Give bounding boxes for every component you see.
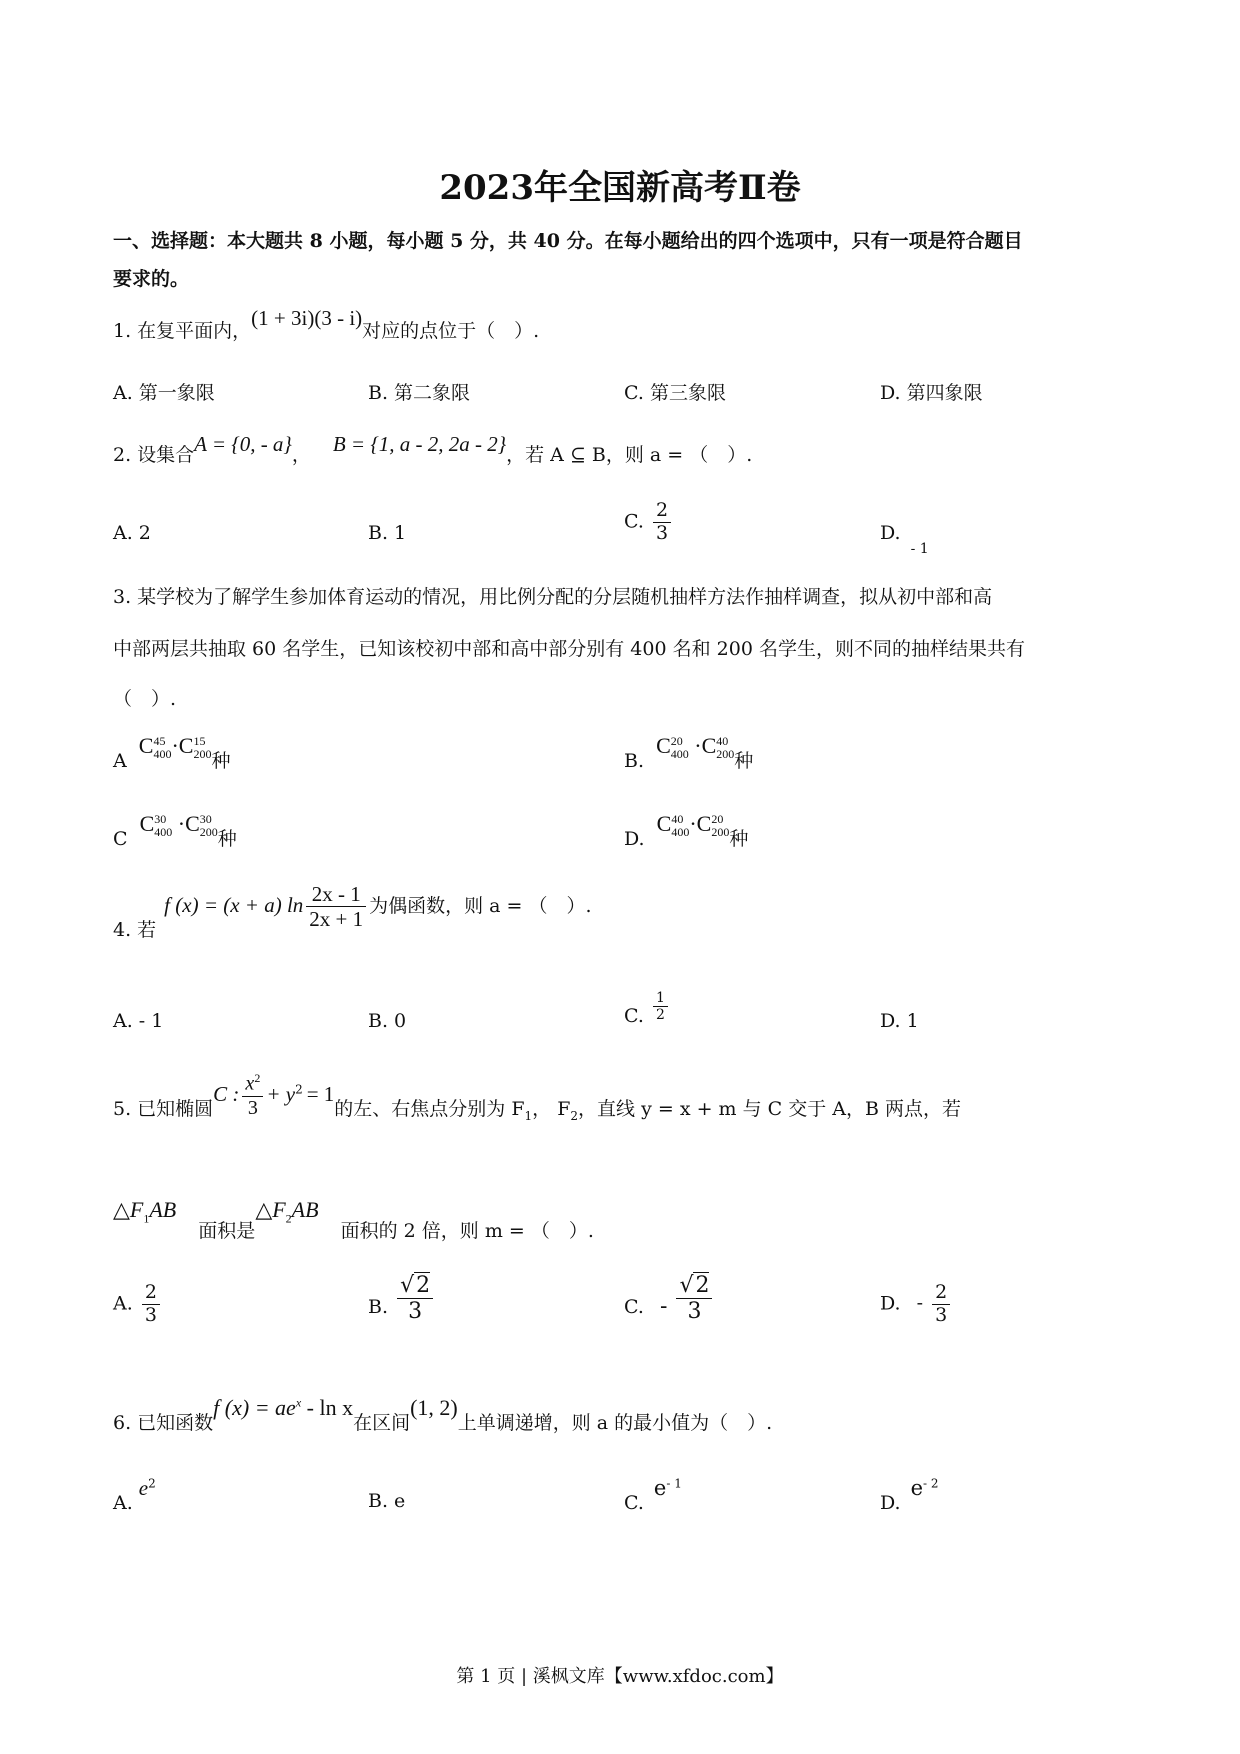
q1-option-d: D. 第四象限 [880,382,983,404]
question-3-line2: 中部两层共抽取 60 名学生，已知该校初中部和高中部分别有 400 名和 200 名学生，则不同的抽样结果共有 [113,638,1025,660]
q6-expression: f $(x) = ae^x - \ln x$ [213,1395,354,1420]
question-5: 5. 已知椭圆C : $\frac{x^2}{3}$ + $y^2 = 1$的左、右焦点分别为 $F_1$， $F_2$，直线 y = x + m 与 C 交于 A，B 两点，若 [113,1071,961,1123]
question-3-line3: （ ）. [113,688,177,710]
fraction: $\frac{2x - 1}{2x + 1}$ [306,882,366,931]
fraction: $\frac{√2}{3}$ [397,1272,433,1325]
q2-prefix: 2. 设集合 [113,444,195,466]
page-footer: 第 1 页 | 溪枫文库【www.xfdoc.com】 [456,1666,784,1687]
q3-option-a: A C 45 400 ·C 15 200 种 [113,733,231,772]
q3-option-b: B. C 20 400 ·C 40 200 种 [624,733,754,772]
section-heading-line2: 要求的。 [113,268,190,290]
q3-option-c: C C 30 400 ·C 30 200 种 [113,811,237,850]
q2-option-a: A. 2 [113,522,151,544]
fraction: $\frac{2}{3}$ [932,1282,950,1327]
q4-option-c: C. $\frac{1}{2}$ [624,990,671,1023]
q4-lhs: f (x) = (x + a) ln [164,892,304,917]
q2-option-c: C. $\frac{2}{3}$ [624,500,674,545]
q2-option-b: B. 1 [368,522,407,544]
q6-option-c: $C.e^{- 1}$ [624,1476,682,1514]
section-heading-line1: 一、选择题：本大题共 8 小题，每小题 5 分，共 40 分。在每小题给出的四个选项中，只有一项是符合题目 [113,230,1023,252]
q2-set-a: A = {0, - a} [194,432,292,456]
q3-option-d: D. C 40 400 ·C 20 200 种 [624,811,749,850]
question-6: 6. 已知函数f $(x) = ae^x - \ln x$在区间(1, 2)上单调递增，则 a 的最小值为（ ）. [113,1395,773,1434]
fraction: $\frac{1}{2}$ [653,990,668,1023]
q2-option-d: $D._{- 1}$ [880,522,929,557]
question-3-line1: 3. 某学校为了解学生参加体育运动的情况，用比例分配的分层随机抽样方法作抽样调查，拟从初中部和高 [113,586,993,608]
question-4: 4. 若f (x) = (x + a) ln $\frac{2x - 1}{2x + 1}$ 为偶函数，则 a = （ ）. [113,882,592,941]
q6-option-b: B. e [368,1490,406,1512]
fraction: $\frac{2}{3}$ [142,1282,160,1327]
q1-prefix: 1. 在复平面内， [113,320,252,342]
page-title: 2023年全国新高考Ⅱ卷 [439,168,801,208]
q2-set-b: B = {1, a - 2, 2a - 2} [332,432,507,456]
q1-option-c: C. 第三象限 [624,382,726,404]
fraction: $\frac{2}{3}$ [653,500,671,545]
q6-option-a: $A.e^2$ [113,1476,156,1514]
q2-condition: ，若 A ⊆ B，则 a = （ ）. [506,444,753,466]
question-1 [113,306,540,343]
q5-option-c: C. - $\frac{√2}{3}$ [624,1272,715,1325]
question-5-line2: $\triangle F_1AB$ 面积是$\triangle F_2AB$ 面积的 2 倍，则 m = （ ）. [113,1197,594,1242]
q1-option-b: B. 第二象限 [368,382,471,404]
fraction: $\frac{x^2}{3}$ [242,1072,263,1120]
q1-option-a: A. 第一象限 [113,382,215,404]
question-2 [113,432,753,467]
q4-option-d: D. 1 [880,1010,919,1032]
q5-option-d: D. - $\frac{2}{3}$ [880,1282,953,1327]
q6-option-d: $D.e^{- 2}$ [880,1476,939,1514]
q1-suffix: 对应的点位于（ ）. [362,320,540,342]
q2-separator: ， [291,444,311,466]
q5-option-b: B. $\frac{√2}{3}$ [368,1272,436,1325]
q5-option-a: A. $\frac{2}{3}$ [113,1282,163,1327]
q1-expression: (1 + 3i)(3 - i) [251,306,363,330]
q4-option-b: B. 0 [368,1010,407,1032]
fraction: $\frac{√2}{3}$ [676,1272,712,1325]
q4-option-a: A. - 1 [113,1010,164,1032]
